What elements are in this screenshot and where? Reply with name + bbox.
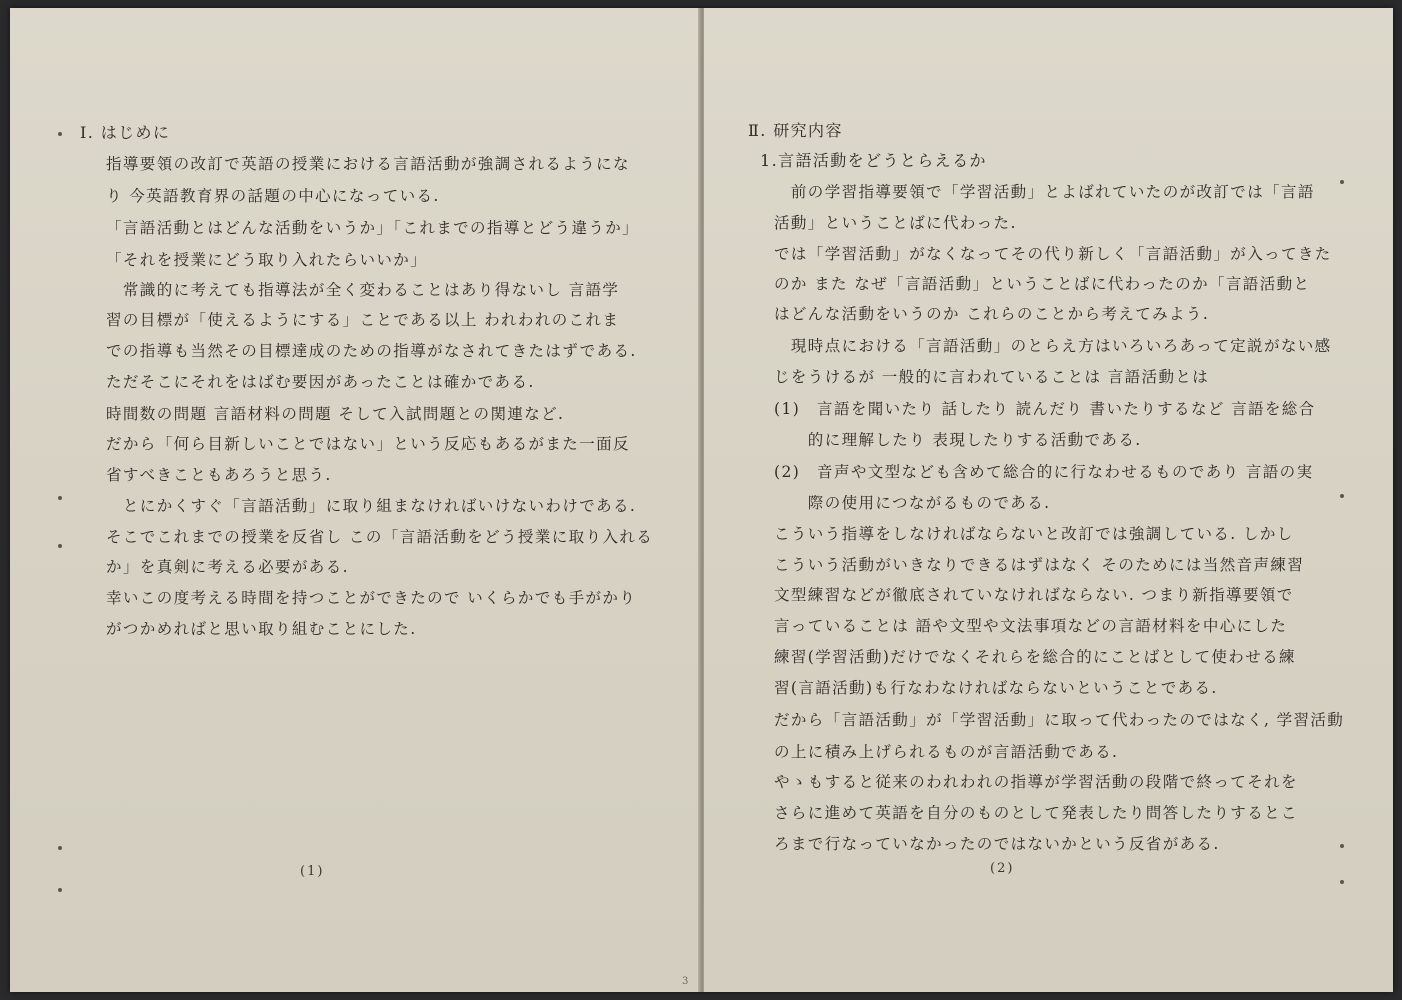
list-item: (2) 音声や文型なども含めて総合的に行なわせるものであり 言語の実 xyxy=(774,463,1314,481)
body-line: での指導も当然その目標達成のための指導がなされてきたはずである. xyxy=(106,342,637,360)
body-line: こういう活動がいきなりできるはずはなく そのためには当然音声練習 xyxy=(774,556,1305,574)
body-line: か」を真剣に考える必要がある. xyxy=(106,558,349,576)
body-line: じをうけるが 一般的に言われていることは 言語活動とは xyxy=(774,368,1210,386)
body-line: 省すべきこともあろうと思う. xyxy=(106,466,332,484)
left-page xyxy=(10,8,700,992)
right-page xyxy=(704,8,1393,992)
body-line: ろまで行なっていなかったのではないかという反省がある. xyxy=(774,835,1220,853)
body-line: 文型練習などが徹底されていなければならない. つまり新指導要領で xyxy=(774,586,1294,604)
body-line: 習の目標が「使えるようにする」ことである以上 われわれのこれま xyxy=(106,311,620,329)
body-line: ただそこにそれをはばむ要因があったことは確かである. xyxy=(106,373,535,391)
body-line: 練習(学習活動)だけでなくそれらを総合的にことばとして使わせる練 xyxy=(774,648,1296,666)
left-page-text xyxy=(10,8,700,992)
body-line: やゝもすると従来のわれわれの指導が学習活動の段階で終ってそれを xyxy=(774,773,1298,791)
list-item: (1) 言語を聞いたり 話したり 読んだり 書いたりするなど 言語を総合 xyxy=(774,400,1316,418)
section-heading: Ⅰ. はじめに xyxy=(80,123,171,142)
list-item: 際の使用につながるものである. xyxy=(774,494,1051,512)
body-line: 「言語活動とはどんな活動をいうか」「これまでの指導とどう違うか」 xyxy=(106,219,640,237)
booklet-spread xyxy=(10,8,1393,992)
body-line: 「それを授業にどう取り入れたらいいか」 xyxy=(106,251,428,269)
body-line: 指導要領の改訂で英語の授業における言語活動が強調されるようにな xyxy=(106,155,630,173)
body-line: 現時点における「言語活動」のとらえ方はいろいろあって定説がない感 xyxy=(774,337,1332,355)
body-line: 常識的に考えても指導法が全く変わることはあり得ないし 言語学 xyxy=(106,281,620,299)
body-line: がつかめればと思い取り組むことにした. xyxy=(106,620,417,638)
page-number: (1) xyxy=(300,864,325,879)
body-line: さらに進めて英語を自分のものとして発表したり問答したりするとこ xyxy=(774,804,1298,822)
section-heading: Ⅱ. 研究内容 xyxy=(748,121,843,140)
gutter-mark: 3 xyxy=(682,976,689,987)
body-line: はどんな活動をいうのか これらのことから考えてみよう. xyxy=(774,305,1210,323)
body-line: のか また なぜ「言語活動」ということばに代わったのか「言語活動と xyxy=(774,275,1311,293)
body-line: こういう指導をしなければならないと改訂では強調している. しかし xyxy=(774,525,1294,543)
body-line: の上に積み上げられるものが言語活動である. xyxy=(774,743,1119,761)
body-line: 幸いこの度考える時間を持つことができたので いくらかでも手がかり xyxy=(106,589,637,607)
right-page-text xyxy=(704,8,1393,992)
body-line: 言っていることは 語や文型や文法事項などの言語材料を中心にした xyxy=(774,617,1288,635)
list-item: 的に理解したり 表現したりする活動である. xyxy=(774,431,1142,449)
body-line: だから「言語活動」が「学習活動」に取って代わったのではなく, 学習活動 xyxy=(774,711,1345,729)
body-line: では「学習活動」がなくなってその代り新しく「言語活動」が入ってきた xyxy=(774,245,1332,263)
page-number: (2) xyxy=(990,861,1015,876)
body-line: 時間数の問題 言語材料の問題 そして入試問題との関連など. xyxy=(106,405,565,423)
body-line: り 今英語教育界の話題の中心になっている. xyxy=(106,187,440,205)
body-line: だから「何ら目新しいことではない」という反応もあるがまた一面反 xyxy=(106,435,630,453)
body-line: 前の学習指導要領で「学習活動」とよばれていたのが改訂では「言語 xyxy=(774,183,1315,201)
body-line: 習(言語活動)も行なわなければならないということである. xyxy=(774,679,1218,697)
body-line: とにかくすぐ「言語活動」に取り組まなければいけないわけである. xyxy=(106,497,637,515)
subsection-heading: 1.言語活動をどうとらえるか xyxy=(760,151,987,170)
body-line: そこでこれまでの授業を反省し この「言語活動をどう授業に取り入れる xyxy=(106,528,654,546)
body-line: 活動」ということばに代わった. xyxy=(774,214,1017,232)
